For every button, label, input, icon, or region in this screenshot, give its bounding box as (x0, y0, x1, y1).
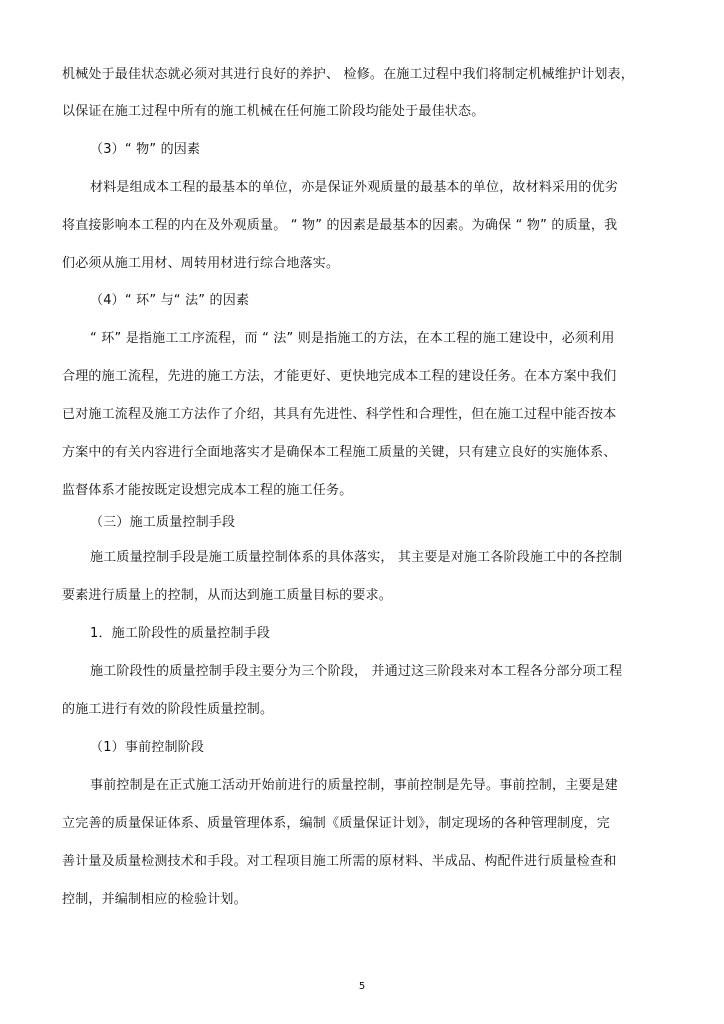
text-line-14: 施工质量控制手段是施工质量控制体系的具体落实， 其主要是对施工各阶段施工中的各控制 (90, 550, 623, 565)
text-line-21: 立完善的质量保证体系、质量管理体系，编制《质量保证计划》，制定现场的各种管理制度，完 (62, 816, 610, 831)
text-line-18: 的施工进行有效的阶段性质量控制。 (62, 702, 274, 717)
text-line-23: 控制，并编制相应的检验计划。 (62, 892, 247, 907)
text-line-1: 机械处于最佳状态就必须对其进行良好的养护、 检修。在施工过程中我们将制定机械维护计划表， (62, 67, 634, 82)
section-heading-environment-method: （4）“ 环” 与“ 法” 的因素 (90, 293, 250, 308)
text-line-12: 监督体系才能按既定设想完成本工程的施工任务。 (62, 483, 353, 498)
page-number: 5 (358, 981, 366, 992)
text-line-22: 善计量及质量检测技术和手段。对工程项目施工所需的原材料、半成品、构配件进行质量检查和 (62, 854, 617, 869)
text-line-4: 材料是组成本工程的最基本的单位，亦是保证外观质量的最基本的单位，故材料采用的优劣 (90, 180, 619, 195)
section-heading-pre-control: （1）事前控制阶段 (90, 740, 205, 755)
text-line-15: 要素进行质量上的控制，从而达到施工质量目标的要求。 (62, 588, 393, 603)
text-line-17: 施工阶段性的质量控制手段主要分为三个阶段， 并通过这三阶段来对本工程各分部分项工程 (90, 664, 623, 679)
text-line-10: 已对施工流程及施工方法作了介绍，其具有先进性、科学性和合理性，但在施工过程中能否按本 (62, 407, 617, 422)
text-line-20: 事前控制是在正式施工活动开始前进行的质量控制，事前控制是先导。事前控制，主要是建 (90, 778, 619, 793)
text-line-11: 方案中的有关内容进行全面地落实才是确保本工程施工质量的关键，只有建立良好的实施体系、 (62, 445, 617, 460)
section-heading-phase-control: 1．施工阶段性的质量控制手段 (90, 626, 271, 641)
text-line-5: 将直接影响本工程的内在及外观质量。 “ 物” 的因素是最基本的因素。为确保 “ 物” 的质量，我 (62, 218, 618, 233)
text-line-9: 合理的施工流程，先进的施工方法，才能更好、更快地完成本工程的建设任务。在本方案中我们 (62, 369, 617, 384)
text-line-2: 以保证在施工过程中所有的施工机械在任何施工阶段均能处于最佳状态。 (62, 104, 485, 119)
text-line-8: “ 环” 是指施工工序流程，而 “ 法” 则是指施工的方法，在本工程的施工建设中，必须利用 (90, 331, 615, 346)
section-heading-quality-control-means: （三）施工质量控制手段 (90, 515, 236, 530)
text-line-6: 们必须从施工用材、周转用材进行综合地落实。 (62, 256, 340, 271)
section-heading-material: （3）“ 物” 的因素 (90, 142, 201, 157)
